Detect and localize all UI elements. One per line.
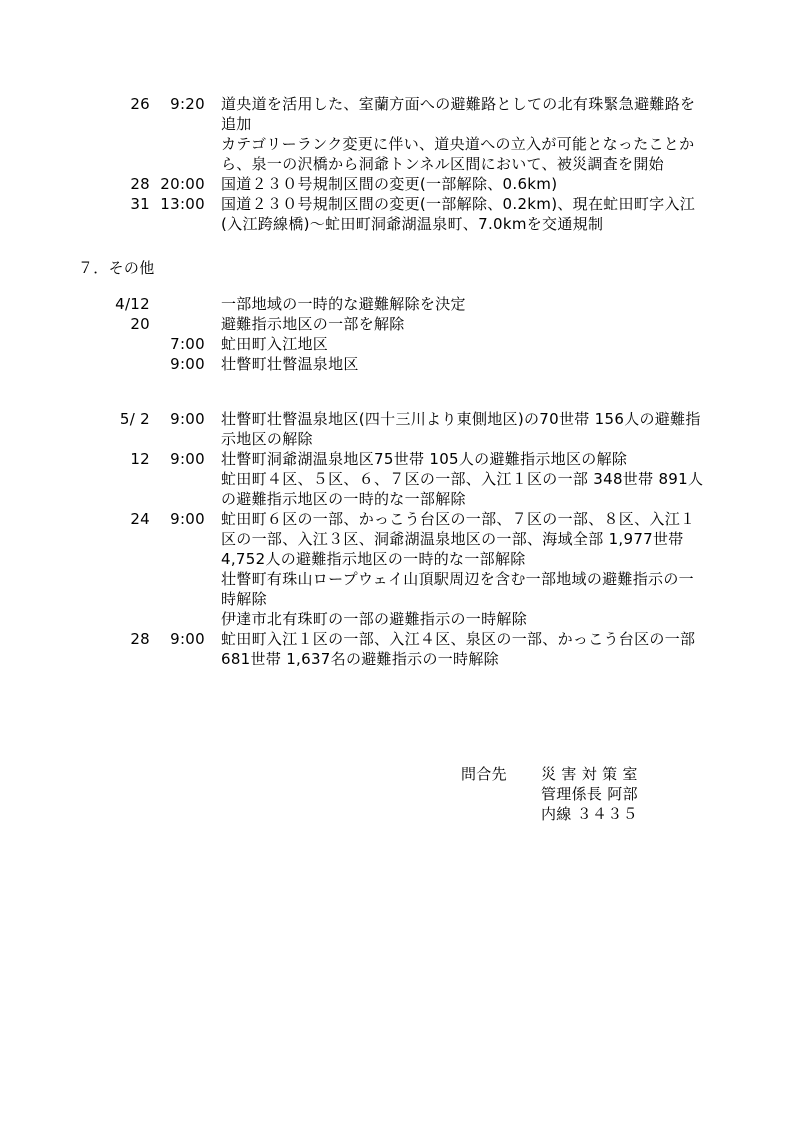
entry-text-line: 681世帯 1,637名の避難指示の一時解除 bbox=[221, 650, 499, 668]
entry-text-line: 区の一部、入江３区、洞爺湖温泉地区の一部、海域全部 1,977世帯 bbox=[221, 530, 684, 548]
entry-day: 12 bbox=[130, 450, 150, 468]
entry-day: 5/ 2 bbox=[119, 410, 150, 428]
contact-label: 問合先 bbox=[461, 765, 507, 783]
entry-text-line: 虻田町６区の一部、かっこう台区の一部、７区の一部、８区、入江１ bbox=[221, 510, 696, 528]
entry-text-line: 虻田町入江地区 bbox=[221, 335, 329, 353]
entry-day: 28 bbox=[130, 175, 150, 193]
entry-text-line: 壮瞥町壮瞥温泉地区 bbox=[221, 355, 359, 373]
entry-text-line: の避難指示地区の一時的な一部解除 bbox=[221, 490, 466, 508]
entry-time: 9:20 bbox=[170, 95, 205, 113]
entry-text-line: 国道２３０号規制区間の変更(一部解除、0.6km) bbox=[221, 175, 558, 193]
entry-text-line: 壮瞥町洞爺湖温泉地区75世帯 105人の避難指示地区の解除 bbox=[221, 450, 628, 468]
entry-text-line: 4,752人の避難指示地区の一時的な一部解除 bbox=[221, 550, 526, 568]
entry-time: 9:00 bbox=[170, 410, 205, 428]
entry-text-line: 示地区の解除 bbox=[221, 430, 313, 448]
entry-time: 9:00 bbox=[170, 630, 205, 648]
entry-text-line: 国道２３０号規制区間の変更(一部解除、0.2km)、現在虻田町字入江 bbox=[221, 195, 696, 213]
entry-text-line: 虻田町４区、５区、６、７区の一部、入江１区の一部 348世帯 891人 bbox=[221, 470, 704, 488]
entry-day: 31 bbox=[130, 195, 150, 213]
entry-time: 7:00 bbox=[170, 335, 205, 353]
entry-day: 20 bbox=[130, 315, 150, 333]
entry-text-line: 虻田町入江１区の一部、入江４区、泉区の一部、かっこう台区の一部 bbox=[221, 630, 696, 648]
entry-time: 9:00 bbox=[170, 450, 205, 468]
entry-day: 4/12 bbox=[115, 295, 150, 313]
entry-time: 13:00 bbox=[160, 195, 205, 213]
entry-text-line: 一部地域の一時的な避難解除を決定 bbox=[221, 295, 466, 313]
section-title: ７．その他 bbox=[78, 259, 155, 277]
entry-text-line: 伊達市北有珠町の一部の避難指示の一時解除 bbox=[221, 610, 528, 628]
entry-day: 24 bbox=[130, 510, 150, 528]
entry-text-line: 壮瞥町有珠山ロープウェイ山頂駅周辺を含む一部地域の避難指示の一 bbox=[221, 570, 694, 588]
entry-time: 9:00 bbox=[170, 355, 205, 373]
entry-text-line: 時解除 bbox=[221, 590, 267, 608]
entry-text-line: 避難指示地区の一部を解除 bbox=[221, 315, 405, 333]
entry-text-line: 道央道を活用した、室蘭方面への避難路としての北有珠緊急避難路を bbox=[221, 95, 696, 113]
entry-time: 20:00 bbox=[160, 175, 205, 193]
contact-line: 管理係長 阿部 bbox=[541, 785, 638, 803]
entry-day: 26 bbox=[130, 95, 150, 113]
entry-text-line: 壮瞥町壮瞥温泉地区(四十三川より東側地区)の70世帯 156人の避難指 bbox=[221, 410, 701, 428]
entry-time: 9:00 bbox=[170, 510, 205, 528]
entry-text-line: ら、泉一の沢橋から洞爺トンネル区間において、被災調査を開始 bbox=[221, 155, 664, 173]
contact-line: 災 害 対 策 室 bbox=[541, 765, 638, 783]
contact-line: 内線 ３４３５ bbox=[541, 805, 638, 823]
entry-day: 28 bbox=[130, 630, 150, 648]
entry-text-line: カテゴリーランク変更に伴い、道央道への立入が可能となったことか bbox=[221, 135, 695, 153]
entry-text-line: (入江跨線橋)～虻田町洞爺湖温泉町、7.0kmを交通規制 bbox=[221, 215, 604, 233]
entry-text-line: 追加 bbox=[221, 115, 252, 133]
